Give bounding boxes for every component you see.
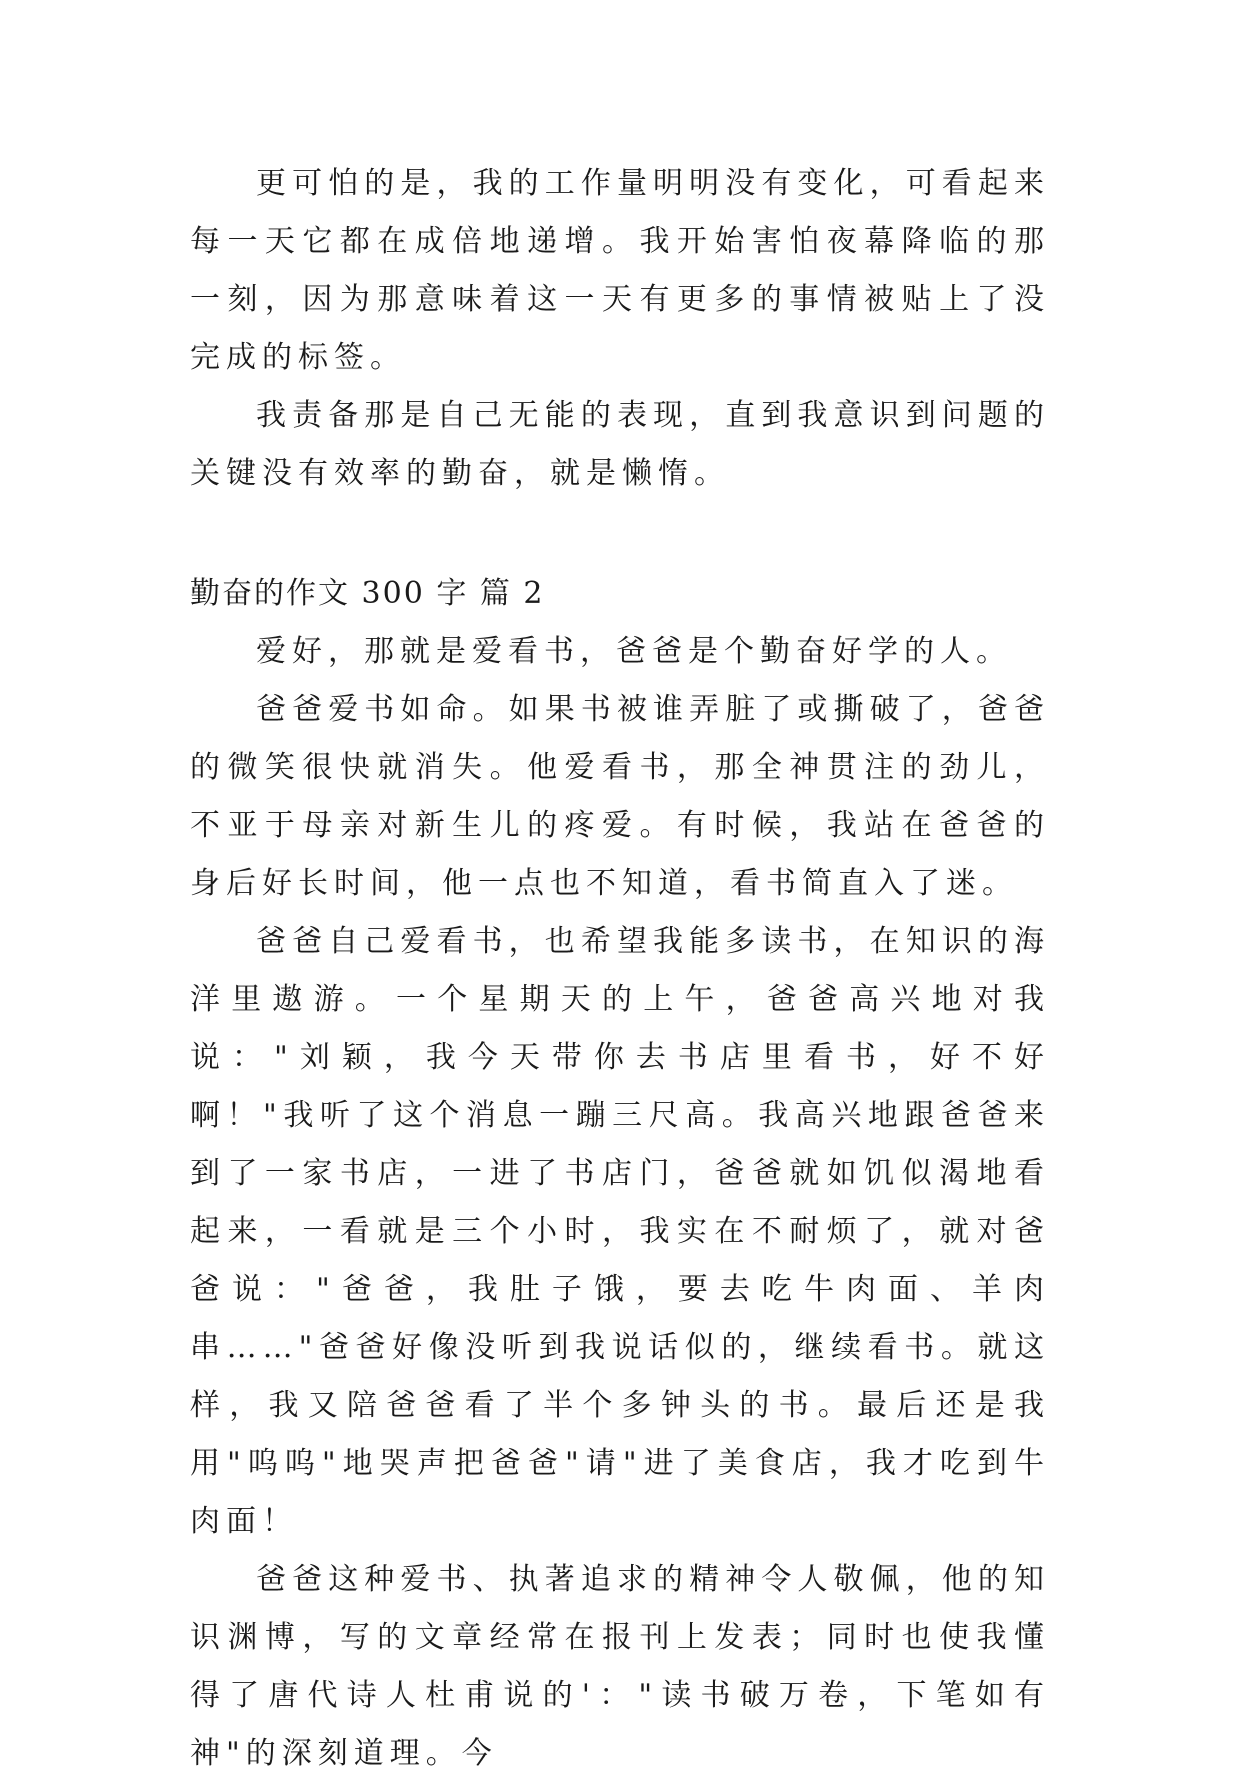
document-page — [190, 155, 1050, 1783]
paragraph: 爸爸这种爱书、执著追求的精神令人敬佩，他的知识渊博，写的文章经常在报刊上发表；同时也使我懂得了唐代诗人杜甫说的'："读书破万卷，下笔如有神"的深刻道理。今 — [190, 1562, 1050, 1771]
section-heading: 勤奋的作文 300 字 篇 2 — [190, 576, 545, 611]
paragraph: 爱好，那就是爱看书，爸爸是个勤奋好学的人。 — [256, 634, 1012, 669]
paragraph: 更可怕的是，我的工作量明明没有变化，可看起来每一天它都在成倍地递增。我开始害怕夜幕降临的那一刻，因为那意味着这一天有更多的事情被贴上了没完成的标签。 — [190, 166, 1050, 375]
paragraph: 爸爸自己爱看书，也希望我能多读书，在知识的海洋里遨游。一个星期天的上午，爸爸高兴地对我说："刘颖，我今天带你去书店里看书，好不好啊！"我听了这个消息一蹦三尺高。我高兴地跟爸爸来到了一家书店，一进了书店门，爸爸就如饥似渴地看起来，一看就是三个小时，我实在不耐烦了，就对爸爸说："爸爸，我肚子饿，要去吃牛肉面、羊肉串……"爸爸好像没听到我说话似的，继续看书。就这样，我又陪爸爸看了半个多钟头的书。最后还是我用"呜呜"地哭声把爸爸"请"进了美食店，我才吃到牛肉面！ — [190, 924, 1050, 1539]
paragraph: 我责备那是自己无能的表现，直到我意识到问题的关键没有效率的勤奋，就是懒惰。 — [190, 398, 1050, 491]
paragraph: 爸爸爱书如命。如果书被谁弄脏了或撕破了，爸爸的微笑很快就消失。他爱看书，那全神贯注的劲儿，不亚于母亲对新生儿的疼爱。有时候，我站在爸爸的身后好长时间，他一点也不知道，看书简直入了迷。 — [190, 692, 1050, 901]
